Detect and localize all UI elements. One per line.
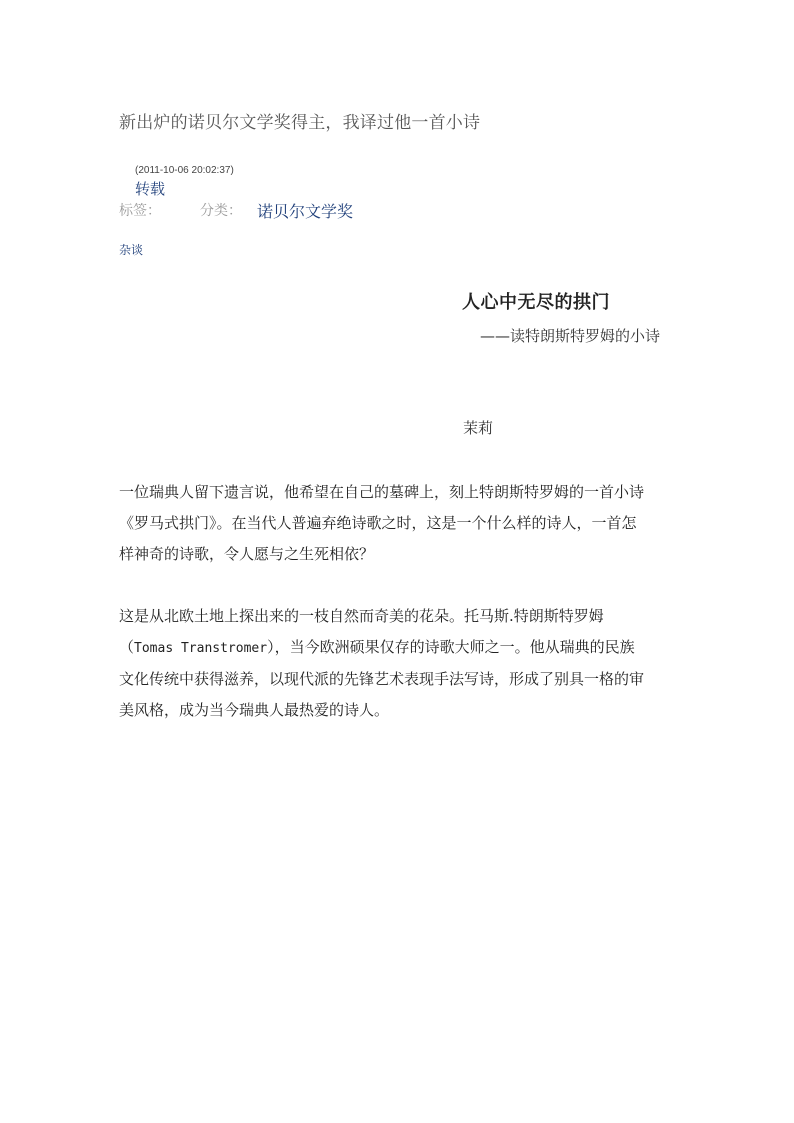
tag-link-misc[interactable]: 杂谈	[119, 243, 144, 257]
paren-open: （	[119, 638, 135, 656]
category-label: 分类：	[200, 203, 242, 219]
post-title: 新出炉的诺贝尔文学奖得主，我译过他一首小诗	[119, 113, 481, 133]
paragraph-line: 样神奇的诗歌，令人愿与之生死相依？	[119, 545, 375, 563]
paragraph-line: 美风格，成为当今瑞典人最热爱的诗人。	[119, 701, 390, 719]
paragraph-line: 《罗马式拱门》。在当代人普遍弃绝诗歌之时，这是一个什么样的诗人，一首怎	[119, 514, 637, 532]
article-author: 茉莉	[463, 419, 494, 437]
article-title: 人心中无尽的拱门	[462, 292, 610, 313]
post-timestamp: (2011-10-06 20:02:37)	[135, 165, 234, 176]
paragraph-line: 这是从北欧土地上探出来的一枝自然而奇美的花朵。托马斯.特朗斯特罗姆	[119, 607, 604, 625]
paragraph-line	[119, 632, 644, 664]
poet-english-name: Tomas Transtromer	[134, 641, 268, 656]
repost-link[interactable]: 转载	[135, 180, 166, 198]
paragraph-line: 一位瑞典人留下遗言说，他希望在自己的墓碑上，刻上特朗斯特罗姆的一首小诗	[119, 483, 645, 501]
article-paragraph-1	[119, 477, 644, 570]
paragraph-line: 文化传统中获得滋养，以现代派的先锋艺术表现手法写诗，形成了别具一格的审	[119, 670, 645, 688]
category-link-nobel-literature[interactable]: 诺贝尔文学奖	[257, 202, 354, 221]
paragraph-line-rest: ），当今欧洲硕果仅存的诗歌大师之一。他从瑞典的民族	[267, 638, 635, 656]
article-subtitle: ——读特朗斯特罗姆的小诗	[480, 327, 661, 345]
article-paragraph-2	[119, 601, 644, 726]
tags-label: 标签：	[119, 203, 161, 219]
